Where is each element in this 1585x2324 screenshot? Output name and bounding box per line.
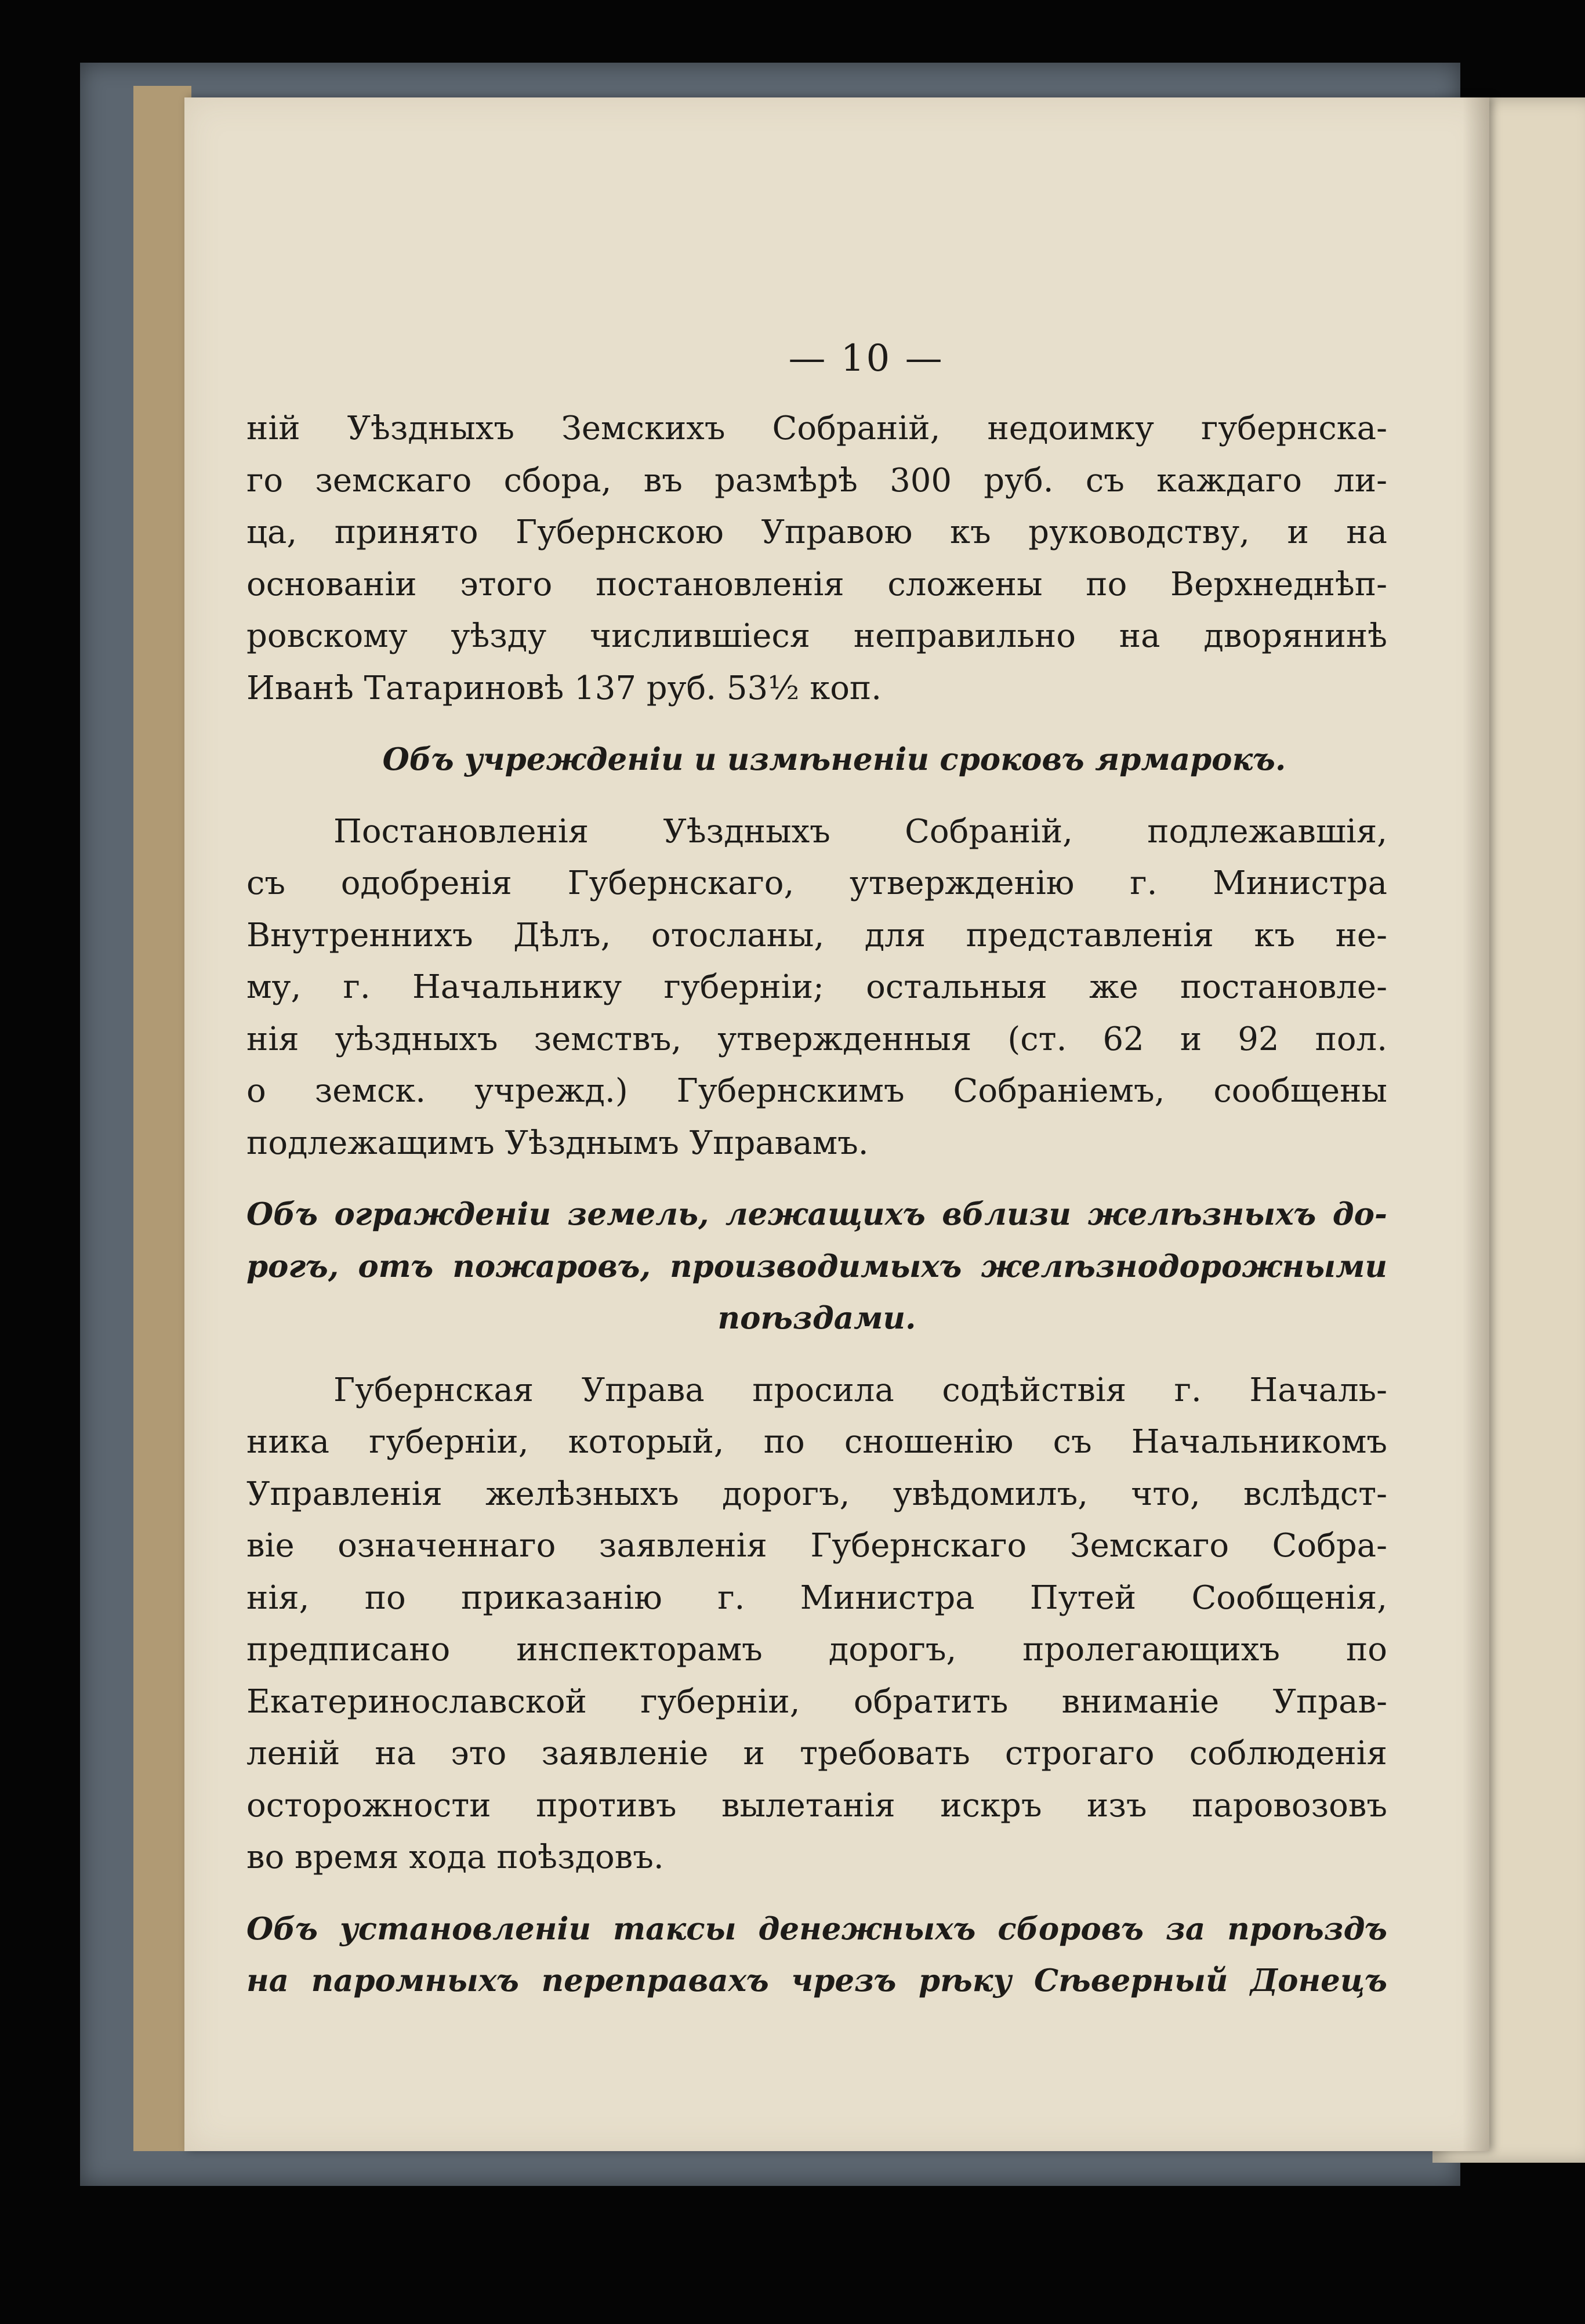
text-line: подлежащимъ Уѣзднымъ Управамъ.	[246, 1124, 869, 1162]
heading-line: Объ огражденіи земель, лежащихъ вблизи желѣзныхъ до-	[246, 1196, 1387, 1232]
text-line: о земск. учрежд.) Губернскимъ Собраніемъ, сообщены	[246, 1072, 1387, 1110]
text-line: віе означеннаго заявленія Губернскаго Земскаго Собра-	[246, 1527, 1387, 1565]
text-line: му, г. Начальнику губерніи; остальныя же постановле-	[246, 968, 1387, 1006]
text-line: Иванѣ Татариновѣ 137 руб. 53½ коп.	[246, 669, 882, 707]
heading-line: поѣздами.	[717, 1300, 916, 1336]
heading-line: Объ учрежденіи и измѣненіи сроковъ ярмарокъ.	[382, 741, 1286, 777]
text-line: Внутреннихъ Дѣлъ, отосланы, для представленія къ не-	[246, 916, 1387, 954]
section-heading-ferry-fees	[246, 1903, 1387, 2007]
section-heading-railway-fires	[246, 1189, 1387, 1345]
heading-line: на паромныхъ переправахъ чрезъ рѣку Сѣверный Донецъ	[246, 1963, 1387, 1999]
text-line: леній на это заявленіе и требовать строгаго соблюденія	[246, 1735, 1387, 1772]
heading-line: рогъ, отъ пожаровъ, производимыхъ желѣзнодорожными	[246, 1248, 1387, 1284]
text-line: нія уѣздныхъ земствъ, утвержденныя (ст. 62 и 92 пол.	[246, 1020, 1387, 1058]
paragraph-3	[246, 1364, 1387, 1884]
text-line: ровскому уѣзду числившіеся неправильно на дворянинѣ	[246, 617, 1387, 655]
paragraph-1	[246, 403, 1387, 714]
text-line: осторожности противъ вылетанія искръ изъ паровозовъ	[246, 1786, 1387, 1825]
book-spine-strip	[133, 86, 191, 2151]
heading-line: Объ установленіи таксы денежныхъ сборовъ за проѣздъ	[246, 1910, 1387, 1947]
text-line: нія, по приказанію г. Министра Путей Сообщенія,	[246, 1579, 1387, 1617]
page-number: — 10 —	[788, 337, 944, 380]
text-line: Екатеринославской губерніи, обратить вниманіе Управ-	[246, 1682, 1387, 1721]
text-line: Управленія желѣзныхъ дорогъ, увѣдомилъ, что, вслѣдст-	[246, 1475, 1387, 1513]
text-line: ника губерніи, который, по сношенію съ Начальникомъ	[246, 1423, 1387, 1461]
text-line: предписано инспекторамъ дорогъ, пролегающихъ по	[246, 1631, 1387, 1668]
page-text	[246, 331, 1387, 2027]
text-line: ній Уѣздныхъ Земскихъ Собраній, недоимку губернска-	[246, 410, 1387, 447]
paragraph-2	[246, 806, 1387, 1170]
text-line: Постановленія Уѣздныхъ Собраній, подлежавшія,	[333, 812, 1387, 850]
text-line: основаніи этого постановленія сложены по Верхнеднѣп-	[246, 565, 1387, 603]
text-line: ца, принято Губернскою Управою къ руководству, и на	[246, 513, 1387, 551]
section-heading-fairs	[246, 734, 1387, 786]
text-line: го земскаго сбора, въ размѣрѣ 300 руб. съ каждаго ли-	[246, 461, 1387, 499]
text-line: Губернская Управа просила содѣйствія г. Началь-	[333, 1371, 1387, 1409]
text-line: съ одобренія Губернскаго, утвержденію г. Министра	[246, 864, 1387, 902]
text-line: во время хода поѣздовъ.	[246, 1838, 664, 1876]
